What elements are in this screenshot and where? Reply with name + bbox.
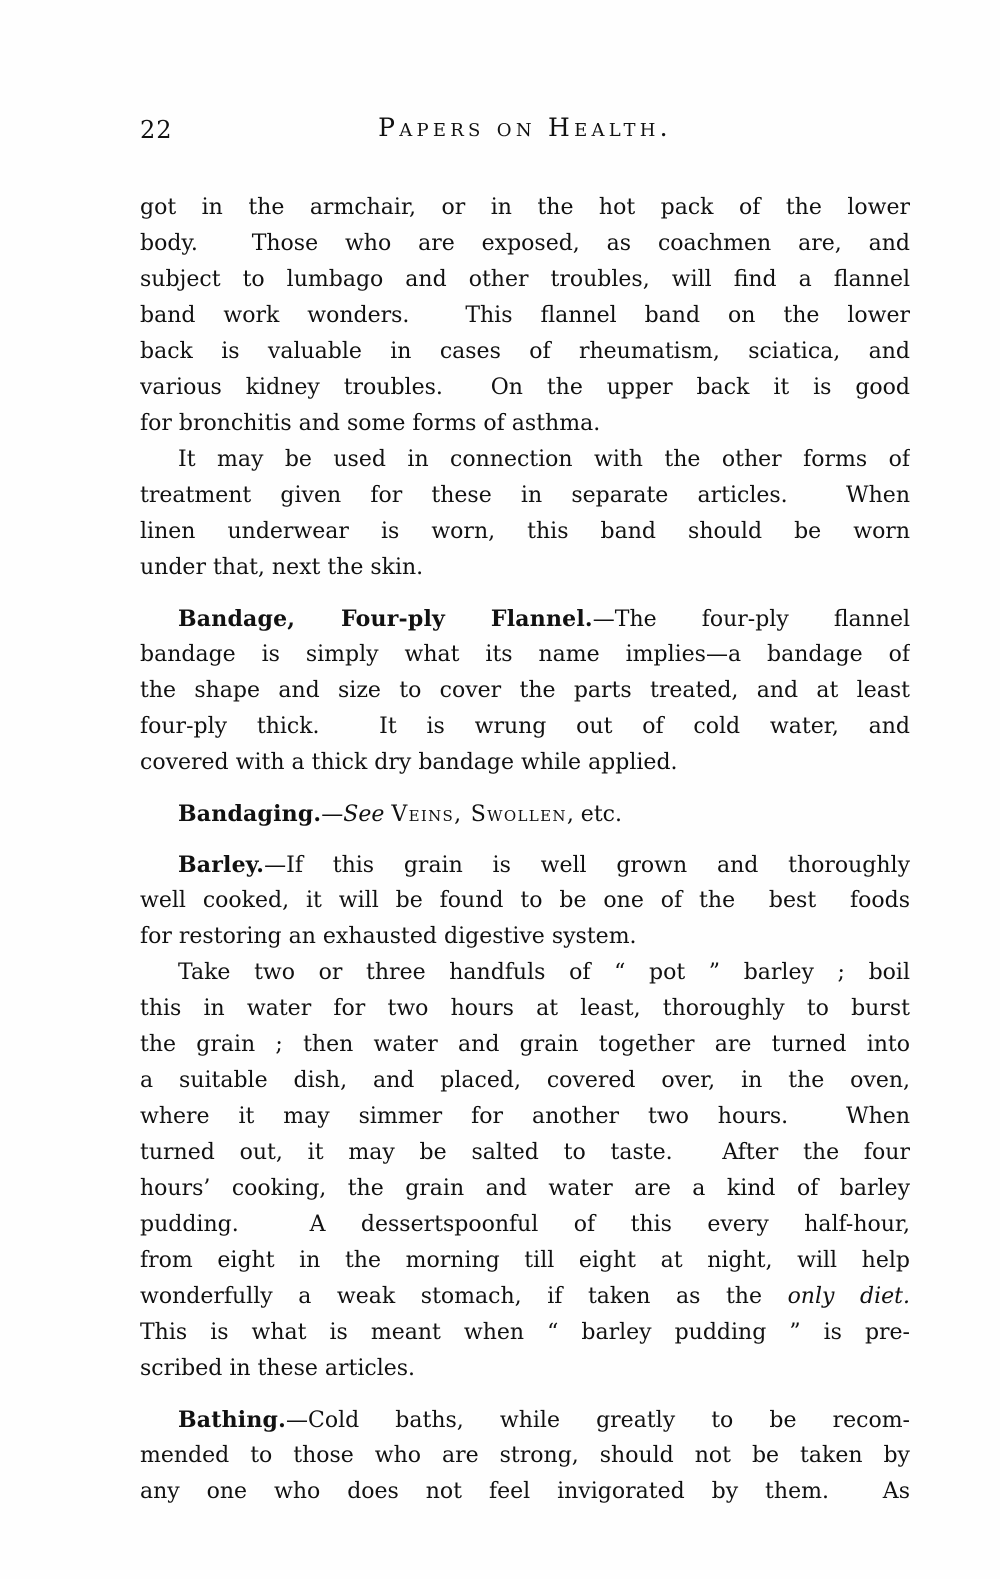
text-run-normal: — [321, 802, 344, 827]
text-run-italic: only diet. [787, 1284, 910, 1309]
text-run-normal: this in water for two hours at least, thoroughly to burst [140, 996, 910, 1021]
text-line [140, 796, 910, 832]
text-run-italic: See [343, 802, 385, 827]
text-line [140, 1474, 910, 1510]
book-page [140, 0, 910, 1510]
text-run-normal: wonderfully a weak stomach, if taken as the [140, 1284, 788, 1309]
text-run-normal: Take two or three handfuls of “ pot ” barley ; boil [178, 960, 910, 985]
entry-paragraph [140, 847, 910, 955]
text-line [140, 1171, 910, 1207]
text-line [140, 847, 910, 883]
text-run-normal: band work wonders. This flannel band on the lower [140, 303, 910, 328]
text-run-normal: where it may simmer for another two hours. When [140, 1104, 910, 1129]
text-line [140, 1063, 910, 1099]
text-run-normal: various kidney troubles. On the upper back it is good [140, 375, 910, 400]
page-header [140, 112, 910, 150]
text-run-normal: —The four-ply flannel [592, 607, 910, 632]
text-run-normal: covered with a thick dry bandage while applied. [140, 750, 678, 775]
text-run-normal: four-ply thick. It is wrung out of cold water, and [140, 714, 910, 739]
text-line [140, 442, 910, 478]
text-line [140, 601, 910, 637]
text-line [140, 1279, 910, 1315]
text-line [140, 226, 910, 262]
text-run-normal: a suitable dish, and placed, covered over, in the oven, [140, 1068, 910, 1093]
page-text [140, 190, 910, 1510]
text-run-normal: —If this grain is well grown and thoroughly [264, 853, 910, 878]
text-run-normal: —Cold baths, while greatly to be recom- [286, 1408, 910, 1433]
paragraph [140, 190, 910, 442]
text-line [140, 1207, 910, 1243]
text-line [140, 1315, 910, 1351]
text-line [140, 1099, 910, 1135]
text-line [140, 709, 910, 745]
text-line [140, 991, 910, 1027]
text-run-normal: treatment given for these in separate articles. When [140, 483, 910, 508]
running-title: Papers on Health. [378, 113, 672, 142]
text-line [140, 673, 910, 709]
text-line [140, 370, 910, 406]
text-run-normal: from eight in the morning till eight at night, will help [140, 1248, 910, 1273]
entry-paragraph [140, 796, 910, 832]
entry-paragraph [140, 1402, 910, 1510]
text-run-normal: It may be used in connection with the other forms of [178, 447, 910, 472]
text-line [140, 406, 910, 442]
text-line [140, 298, 910, 334]
text-run-normal: the grain ; then water and grain together are turned into [140, 1032, 910, 1057]
paragraph [140, 955, 910, 1387]
text-line [140, 883, 910, 919]
text-run-normal: scribed in these articles. [140, 1356, 416, 1381]
text-run-bold: Bathing. [178, 1407, 287, 1433]
text-line [140, 478, 910, 514]
text-run-normal: bandage is simply what its name implies—a bandage of [140, 642, 910, 667]
text-line [140, 550, 910, 586]
text-run-normal: subject to lumbago and other troubles, will find a flannel [140, 267, 910, 292]
text-run-normal: hours’ cooking, the grain and water are a kind of barley [140, 1176, 910, 1201]
text-run-bold: Barley. [178, 852, 265, 878]
text-run-normal: , etc. [566, 802, 622, 827]
text-line [140, 190, 910, 226]
text-line [140, 262, 910, 298]
text-run-normal: any one who does not feel invigorated by them. As [140, 1479, 910, 1504]
text-line [140, 745, 910, 781]
text-line [140, 955, 910, 991]
text-line [140, 1027, 910, 1063]
text-line [140, 334, 910, 370]
text-run-bold: Bandaging. [178, 801, 322, 827]
text-line [140, 514, 910, 550]
text-line [140, 1402, 910, 1438]
text-run-normal: the shape and size to cover the parts treated, and at least [140, 678, 910, 703]
text-run-bold: Bandage, Four-ply Flannel. [178, 606, 593, 632]
text-run-normal: This is what is meant when “ barley pudding ” is pre- [140, 1320, 910, 1345]
text-run-normal: well cooked, it will be found to be one of the best foods [140, 888, 910, 913]
text-line [140, 637, 910, 673]
text-run-normal: pudding. A dessertspoonful of this every half-hour, [140, 1212, 910, 1237]
text-run-normal: linen underwear is worn, this band should be worn [140, 519, 910, 544]
paragraph [140, 442, 910, 586]
text-run-normal: under that, next the skin. [140, 555, 424, 580]
text-run-normal: body. Those who are exposed, as coachmen are, and [140, 231, 910, 256]
text-line [140, 919, 910, 955]
text-run-smallcaps: Veins, Swollen [391, 802, 567, 827]
text-line [140, 1243, 910, 1279]
text-line [140, 1135, 910, 1171]
text-run-normal: got in the armchair, or in the hot pack of the lower [140, 195, 910, 220]
text-run-normal: for restoring an exhausted digestive system. [140, 924, 637, 949]
text-run-normal: for bronchitis and some forms of asthma. [140, 411, 601, 436]
page-number: 22 [140, 116, 173, 144]
text-run-normal: mended to those who are strong, should not be taken by [140, 1443, 910, 1468]
text-line [140, 1351, 910, 1387]
text-line [140, 1438, 910, 1474]
entry-paragraph [140, 601, 910, 781]
text-run-normal: turned out, it may be salted to taste. After the four [140, 1140, 910, 1165]
text-run-normal: back is valuable in cases of rheumatism, sciatica, and [140, 339, 910, 364]
